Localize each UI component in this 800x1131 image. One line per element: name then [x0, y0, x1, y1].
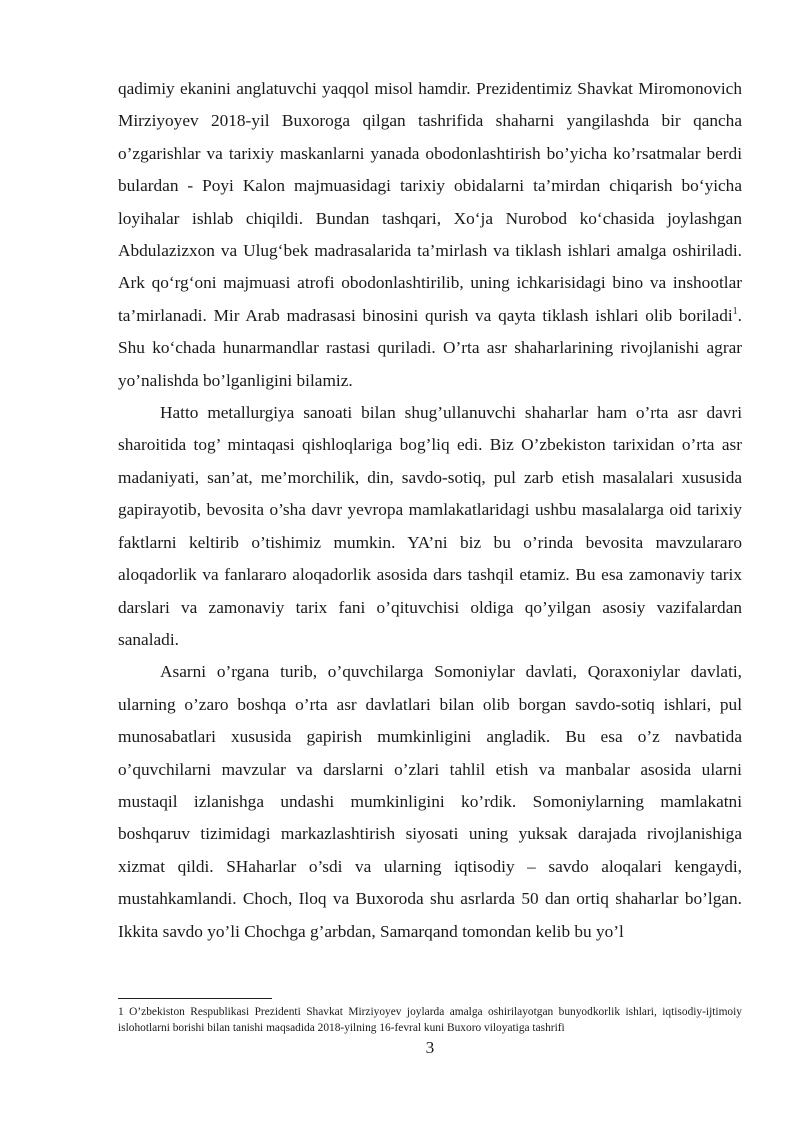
page-number: 3 [425, 1038, 435, 1057]
paragraph-1-text-continued: . Shu ko‘chada hunarmandlar rastasi quriladi. O’rta asr shaharlarining rivojlanishi agrar yo’nalishda bo’lganligini bilamiz. [118, 305, 742, 390]
paragraph-1-text: qadimiy ekanini anglatuvchi yaqqol misol hamdir. Prezidentimiz Shavkat Miromonovich Mirziyoyev 2018-yil Buxoroga qilgan tashrifida shaharni yangilashda bir qancha o’zgarishlar va tarixiy maskanlarni yanada obodonlashtirish bo’yicha ko’rsatmalar berdi bulardan - Poyi Kalon majmuasidagi tarixiy obidalarni ta’mirdan chiqarish bo‘yicha loyihalar ishlab chiqildi. Bundan tashqari, Xo‘ja Nurobod ko‘chasida joylashgan Abdulazizxon va Ulug‘bek madrasalarida ta’mirlash va tiklash ishlari amalga oshiriladi. Ark qo‘rg‘oni majmuasi atrofi obodonlashtirilib, uning ichkarisidagi bino va inshootlar ta’mirlanadi. Mir Arab madrasasi binosini qurish va qayta tiklash ishlari olib boriladi [118, 79, 742, 325]
paragraph-1 [118, 73, 742, 397]
footnote [118, 1005, 742, 1036]
paragraph-2: Hatto metallurgiya sanoati bilan shug’ullanuvchi shaharlar ham o’rta asr davri sharoitida tog’ mintaqasi qishloqlariga bog’liq edi. Biz O’zbekiston tarixidan o’rta asr madaniyati, san’at, me’morchilik, din, savdo-sotiq, pul zarb etish masalalari xususida gapirayotib, bevosita o’sha davr yevropa mamlakatlaridagi ushbu masalalarga oid tarixiy faktlarni keltirib o’tishimiz mumkin. YA’ni biz bu o’rinda bevosita mavzulararo aloqadorlik va fanlararo aloqadorlik asosida dars tashqil etamiz. Bu esa zamonaviy tarix darslari va zamonaviy tarix fani o’qituvchisi oldiga qo’yilgan asosiy vazifalardan sanaladi. [118, 403, 742, 649]
footnote-reference: 1 [732, 305, 738, 317]
body-text [118, 73, 742, 948]
footnote-text: O’zbekiston Respublikasi Prezidenti Shavkat Mirziyoyev joylarda amalga oshirilayotgan bunyodkorlik ishlari, iqtisodiy-ijtimoiy islohotlarni borishi bilan tanishi maqsadida 2018-yilning 16-fevral kuni Buxoro viloyatiga tashrifi [118, 1006, 742, 1034]
footnote-separator [118, 998, 272, 999]
footnote-number: 1 [118, 1006, 124, 1018]
paragraph-3: Asarni o’rgana turib, o’quvchilarga Somoniylar davlati, Qoraxoniylar davlati, ularning o’zaro boshqa o’rta asr davlatlari bilan olib borgan savdo-sotiq ishlari, pul munosabatlari xususida gapirish mumkinligini angladik. Bu esa o’z navbatida o’quvchilarni mavzular va darslarni o’zlari tahlil etish va manbalar asosida ularni mustaqil izlanishga undashi mumkinligini ko’rdik. Somoniylarning mamlakatni boshqaruv tizimidagi markazlashtirish siyosati uning yuksak darajada rivojlanishiga xizmat qildi. SHaharlar o’sdi va ularning iqtisodiy – savdo aloqalari kengaydi, mustahkamlandi. Choch, Iloq va Buxoroda shu asrlarda 50 dan ortiq shaharlar bo’lgan. Ikkita savdo yo’li Chochga g’arbdan, Samarqand tomondan kelib bu yo’l [118, 662, 742, 941]
